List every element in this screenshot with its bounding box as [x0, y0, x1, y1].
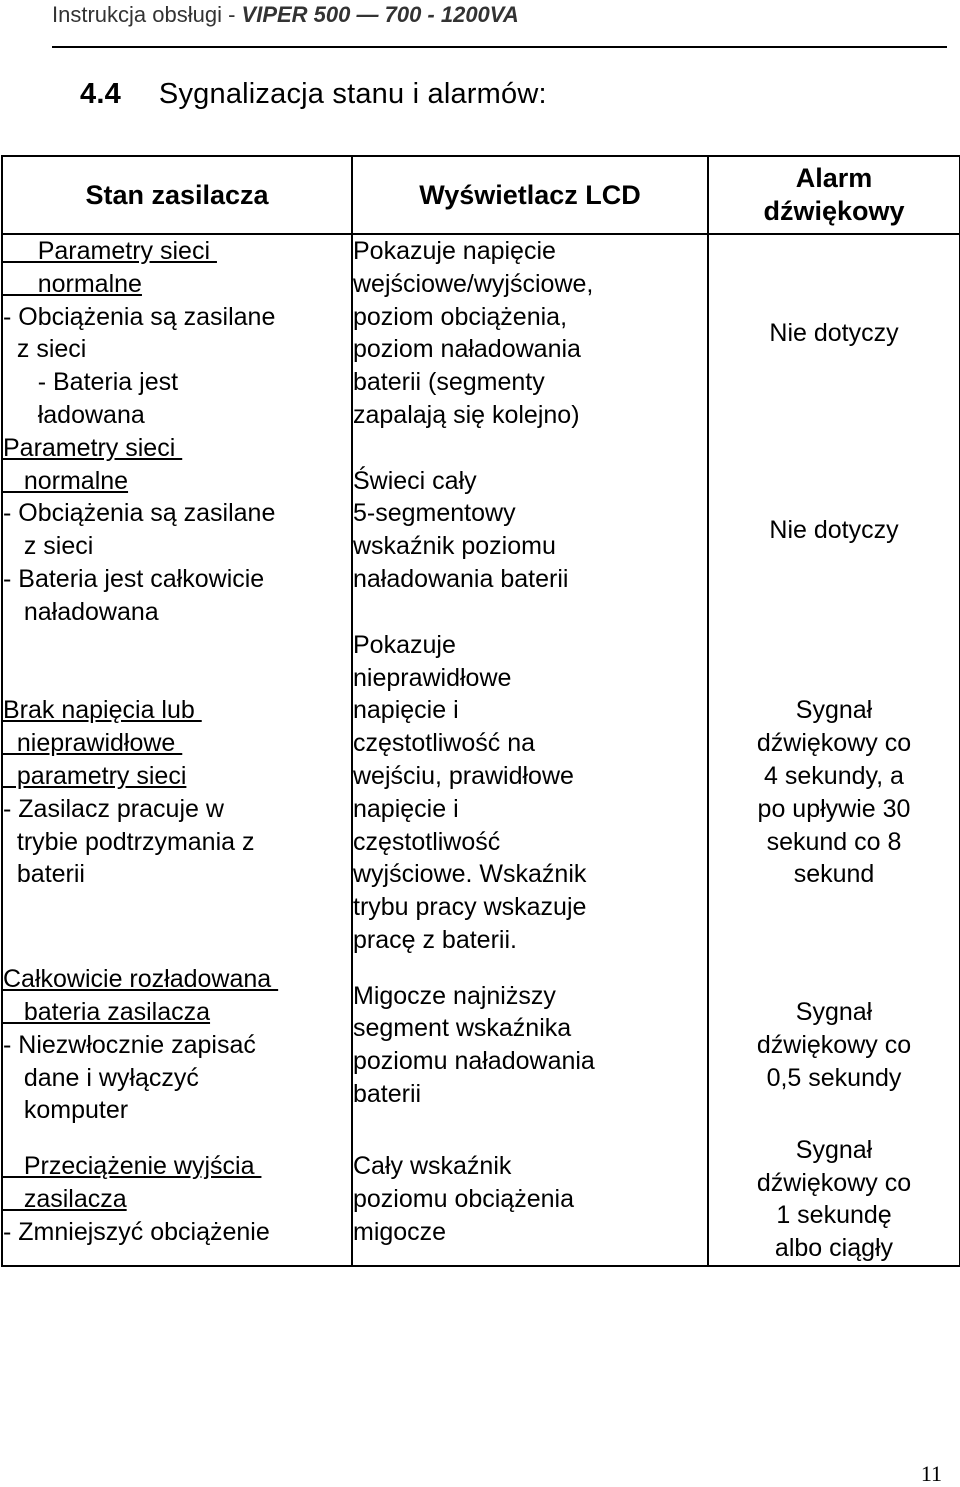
table-row	[2, 629, 960, 957]
lcd-cell: Migocze najniższy segment wskaźnika poziomu naładowania baterii	[352, 957, 708, 1134]
state-cell	[2, 1134, 352, 1266]
header-prefix: Instrukcja obsługi -	[52, 2, 242, 27]
state-cell	[2, 234, 352, 432]
state-heading: Brak napięcia lub nieprawidłowe parametry sieci	[3, 696, 195, 790]
alarm-cell: Sygnał dźwiękowy co 1 sekundę albo ciągły	[708, 1134, 960, 1266]
state-heading: Przeciążenie wyjścia zasilacza	[23, 1152, 255, 1213]
table-row	[2, 432, 960, 629]
state-cell	[2, 432, 352, 629]
lcd-cell: Pokazuje napięcie wejściowe/wyjściowe, poziom obciążenia, poziom naładowania baterii (segmenty zapalają się kolejno)	[352, 234, 708, 432]
state-heading: Parametry sieci normalne	[37, 237, 210, 298]
state-body: - Zasilacz pracuje w trybie podtrzymania z baterii	[3, 794, 255, 889]
alarm-cell: Sygnał dźwiękowy co 0,5 sekundy	[708, 957, 960, 1134]
state-body: - Obciążenia są zasilane z sieci - Bateria jest ładowana	[3, 302, 276, 429]
section-heading	[80, 78, 547, 111]
state-body: - Zmniejszyć obciążenie	[3, 1217, 270, 1246]
state-cell	[2, 957, 352, 1134]
alarm-cell: Nie dotyczy	[708, 432, 960, 629]
section-title: Sygnalizacja stanu i alarmów:	[158, 78, 547, 110]
table-row	[2, 234, 960, 432]
header-model: VIPER 500 — 700 - 1200VA	[241, 2, 519, 27]
state-body: - Obciążenia są zasilane z sieci - Bateria jest całkowicie naładowana	[3, 499, 276, 626]
table-row	[2, 957, 960, 1134]
page-number: 11	[920, 1461, 942, 1486]
header-state: Stan zasilacza	[2, 156, 352, 234]
status-alarm-table	[1, 155, 960, 1267]
state-cell	[2, 629, 352, 957]
alarm-cell: Sygnał dźwiękowy co 4 sekundy, a po upływie 30 sekund co 8 sekund	[708, 629, 960, 957]
state-heading: Parametry sieci normalne	[3, 433, 176, 495]
header-alarm: Alarm dźwiękowy	[708, 156, 960, 234]
header-lcd: Wyświetlacz LCD	[352, 156, 708, 234]
state-heading: Całkowicie rozładowana bateria zasilacza	[3, 965, 272, 1027]
table-header-row	[2, 156, 960, 234]
table-row	[2, 1134, 960, 1266]
lcd-cell: Cały wskaźnik poziomu obciążenia migocze	[352, 1134, 708, 1266]
running-header	[52, 2, 947, 48]
alarm-cell: Nie dotyczy	[708, 234, 960, 432]
section-number: 4.4	[80, 78, 121, 110]
lcd-cell: Świeci cały 5-segmentowy wskaźnik poziomu naładowania baterii	[352, 432, 708, 629]
state-body: - Niezwłocznie zapisać dane i wyłączyć komputer	[3, 1030, 256, 1125]
lcd-cell: Pokazuje nieprawidłowe napięcie i częstotliwość na wejściu, prawidłowe napięcie i częstotliwość wyjściowe. Wskaźnik trybu pracy wskazuje pracę z baterii.	[352, 629, 708, 957]
